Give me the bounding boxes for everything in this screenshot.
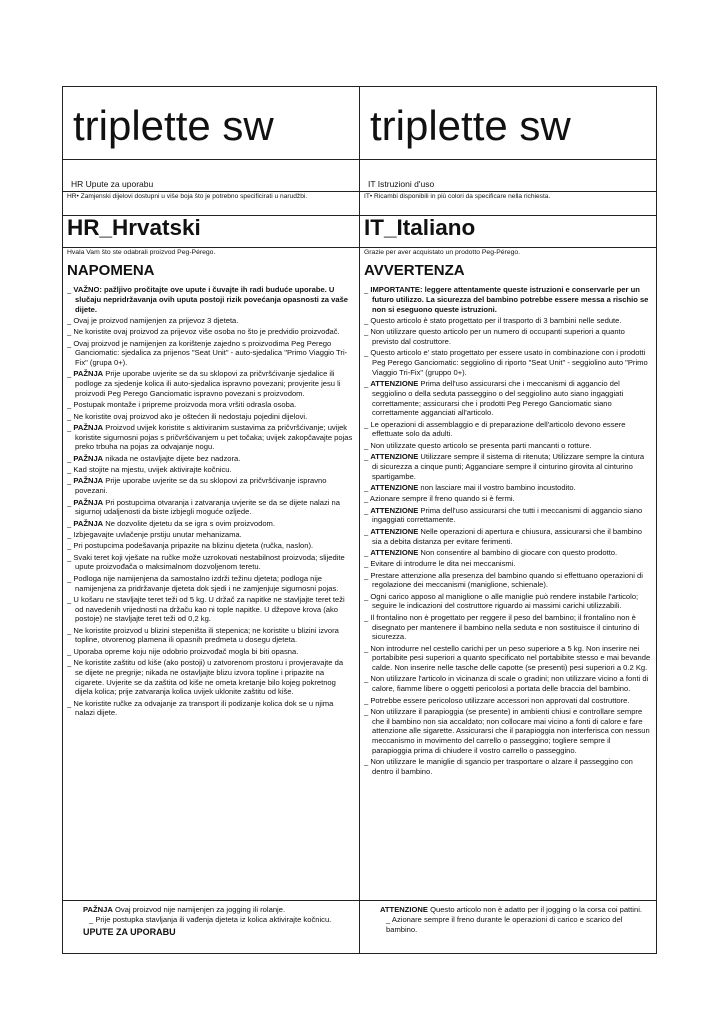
list-item	[67, 647, 353, 657]
warning-heading: NAPOMENA	[67, 262, 155, 279]
bullet-dash: _	[67, 476, 74, 486]
list-item	[364, 571, 651, 591]
bullet-dash: _	[364, 440, 371, 450]
bullet-dash: _	[364, 285, 371, 294]
item-text: Postupak montaže i pripreme proizvoda mora vršiti odrasla osoba.	[73, 400, 297, 410]
list-item	[67, 285, 353, 314]
bullet-dash: _	[67, 338, 74, 348]
bullet-dash: _	[67, 285, 74, 294]
list-item	[67, 369, 353, 398]
thanks-text: Grazie per aver acquistato un prodotto Peg-Pérego.	[360, 247, 657, 258]
bullet-dash: _	[67, 453, 74, 463]
item-text: Izbjegavajte uvlačenje prstiju unutar mehanizama.	[73, 529, 242, 539]
item-text: Prestare attenzione alla presenza del bambino quando si effettuano operazioni di regolazione dei meccanismi (maniglione, schienale).	[370, 570, 643, 590]
list-item	[67, 541, 353, 551]
list-item	[364, 707, 651, 756]
bullet-dash: _	[364, 591, 371, 601]
language-heading: IT_Italiano	[364, 215, 476, 240]
list-item	[67, 553, 353, 573]
bullet-dash: _	[67, 465, 74, 475]
warning-list	[67, 285, 353, 895]
spare-parts-cell-left	[63, 191, 359, 216]
bullet-dash: _	[67, 625, 74, 635]
list-item	[364, 548, 651, 558]
item-text: Svaki teret koji vješate na ručke može uzrokovati nestabilnost proizvoda; slijedite upute proizvođača o maksimalnom dozvoljenom teretu.	[73, 552, 345, 572]
item-text: non lasciare mai il vostro bambino incustodito.	[420, 483, 576, 492]
item-text: Non utilizzare questo articolo per un numero di occupanti superiori a quanto previsto dal costruttore.	[370, 327, 625, 346]
list-item	[67, 519, 353, 529]
item-lead: ATTENZIONE	[370, 526, 419, 536]
bullet-dash: _	[67, 497, 74, 507]
item-lead: PAŽNJA	[73, 476, 104, 486]
item-text: Questo articolo e' stato progettato per essere usato in combinazione con i prodotti Peg Perego Ganciomatic: seggiolino di riporto "Seat Unit" - seggiolino auto "Primo Viaggio Tri-Fix" (gruppo 0+).	[370, 348, 648, 377]
bullet-dash: _	[67, 646, 74, 656]
bullet-dash: _	[364, 315, 371, 325]
column-croatian	[63, 87, 360, 953]
product-title: triplette sw	[370, 102, 571, 149]
item-text: Proizvod uvijek koristite s aktiviranim sustavima za pričvršćivanje; uvijek koristite sigurnosni pojas s pričvršćivanjem u pet točaka; uvijek zakopčavajte pojas preko trbuha na pojas za odvajanje nogu.	[75, 422, 353, 452]
warning-list	[364, 285, 651, 895]
item-text: Prije uporabe uvjerite se da su sklopovi za pričvršćivanje sjedalice ili podloge za sjedenje kolica ili auto-sjedalica ispravno povezani; provjerite jesu li proizvodi Peg Perego Ganciomatic ispravno povezani s proizvodom.	[75, 369, 341, 398]
item-text: Non utilizzare il parapioggia (se presente) in ambienti chiusi e controllare sempre che il bambino non sia accaldato; non collocare mai vicino a fonti di calore e fare attenzione alle sigarette. Assicurarsi che il parapioggia non interferisca con nessun meccanismo in movimento del carrello o passeggino; togliere sempre il parapioggia prima di chiudere il vostro carrello o passeggino.	[370, 706, 650, 755]
item-lead: ATTENZIONE	[380, 905, 428, 914]
bullet-dash: _	[364, 674, 371, 684]
bullet-dash: _	[364, 348, 371, 358]
list-item	[364, 483, 651, 493]
list-item	[364, 316, 651, 326]
item-text: Il frontalino non è progettato per reggere il peso del bambino; il frontalino non è disegnato per mantenere il bambino nella seduta e non sostituisce il cinturino di sicurezza.	[370, 612, 640, 642]
item-lead: ATTENZIONE	[370, 505, 419, 515]
item-text: Questo articolo non è adatto per il jogging o la corsa coi pattini.	[430, 905, 642, 914]
spare-parts-note: IT• Ricambi disponibili in più colori da specificare nella richiesta.	[364, 193, 551, 200]
list-item	[67, 476, 353, 496]
bullet-dash: _	[67, 698, 74, 708]
list-item	[83, 905, 353, 915]
bullet-dash: _	[364, 327, 371, 337]
bullet-dash: _	[67, 658, 74, 668]
list-item	[67, 327, 353, 337]
item-text: Ne koristite ovaj proizvod ako je oštećen ili nedostaju pojedini dijelovi.	[73, 411, 308, 421]
item-text: Ovaj proizvod je namijenjen za korištenje zajedno s proizvodima Peg Perego Ganciomatic: sjedalica za prijenos "Seat Unit" - auto-sjedalica "Primo Viaggio Tri-Fix" (grupa 0+).	[73, 338, 348, 368]
bullet-dash: _	[364, 547, 371, 557]
item-text: Uporaba opreme koju nije odobrio proizvođač mogla bi biti opasna.	[73, 646, 299, 656]
item-text: Prima dell'uso assicurarsi che tutti i meccanismi di aggancio siano ingaggiati correttamente.	[372, 505, 643, 525]
bullet-dash: _	[364, 706, 371, 716]
list-item: _ Azionare sempre il freno durante le operazioni di carico e scarico del bambino.	[386, 915, 623, 934]
bullet-dash: _	[364, 612, 371, 622]
item-text: Questo articolo è stato progettato per il trasporto di 3 bambini nelle sedute.	[370, 315, 622, 325]
bullet-dash: _	[67, 518, 74, 528]
item-text: Potrebbe essere pericoloso utilizzare accessori non approvati dal costruttore.	[370, 695, 630, 705]
item-text: Nelle operazioni di apertura e chiusura, assicurarsi che il bambino sia a debita distanza per evitare ferimenti.	[372, 526, 643, 546]
item-text: Ne dozvolite djetetu da se igra s ovim proizvodom.	[105, 518, 275, 528]
bullet-dash: _	[67, 400, 74, 410]
list-item: _ Prije postupka stavljanja ili vađenja djeteta iz kolica aktivirajte kočnicu.	[89, 915, 332, 924]
bullet-dash: _	[67, 327, 74, 337]
column-italian	[360, 87, 657, 953]
list-item	[364, 757, 651, 777]
bottom-cell-right	[360, 900, 657, 956]
list-item	[67, 658, 353, 697]
manual-label: HR Upute za uporabu	[71, 179, 154, 189]
list-item	[364, 327, 651, 347]
bullet-dash: _	[67, 594, 74, 604]
list-item	[67, 400, 353, 410]
item-text: Ne koristite ručke za odvajanje za transport ili podizanje kolica dok se u njima nalazi dijete.	[73, 698, 334, 718]
item-text: Ovaj proizvod nije namijenjen za jogging ili rolanje.	[114, 905, 286, 914]
list-item	[67, 595, 353, 624]
item-text: Ne koristite zaštitu od kiše (ako postoji) u zatvorenom prostoru i provjeravajte da se dijete ne pregrije; nikada ne ostavljajte blizu izvora topline i pripazite na cigarete. Uvjerite se da zaštita od kiše ne ometa kretanje bilo kojeg pokretnog dijela kolica; prije zatvaranja kolica uvijek uklonite zaštitu od kiše.	[73, 658, 344, 697]
list-item	[67, 454, 353, 464]
bullet-dash: _	[67, 552, 74, 562]
item-text: Le operazioni di assemblaggio e di preparazione dell'articolo devono essere effettuate solo da adulti.	[370, 419, 626, 439]
list-item	[67, 530, 353, 540]
product-title: triplette sw	[73, 102, 274, 149]
thanks-text: Hvala Vam što ste odabrali proizvod Peg-Pérego.	[63, 247, 359, 258]
list-item	[364, 696, 651, 706]
item-text: Ne koristite proizvod u blizini stepeništa ili stepenica; ne koristite u blizini izvora topline, otvorenog plamena ili opasnih predmeta u dosegu djeteta.	[73, 625, 339, 645]
item-text: Non introdurre nel cestello carichi per un peso superiore a 5 kg. Non inserire nei portabibite pesi superiori a quanto specificato nel portabibite stesso e mai bevande calde. Non inserire nelle tasche delle capotte (se presenti) pesi superiori a 0.2 Kg.	[370, 643, 651, 673]
bullet-dash: _	[364, 570, 371, 580]
spare-parts-note: HR• Zamjenski dijelovi dostupni u više boja što je potrebno specificirati u narudžbi.	[67, 193, 308, 200]
title-cell-left	[63, 87, 359, 160]
instruction-sheet	[62, 86, 657, 954]
bullet-dash: _	[67, 411, 74, 421]
spare-parts-cell-right	[360, 191, 657, 216]
item-text: Prima dell'uso assicurarsi che i meccanismi di aggancio del seggiolino o della seduta passeggino o del seggiolino auto siano ingaggiati correttamente; assicurarsi che i prodotti Peg Perego Ganciomatic siano correttamente agganciati all'articolo.	[372, 379, 624, 418]
item-lead: ATTENZIONE	[370, 483, 419, 492]
list-item	[67, 316, 353, 326]
item-text: nikada ne ostavljajte dijete bez nadzora.	[105, 453, 241, 463]
bullet-dash: _	[67, 315, 74, 325]
item-lead: IMPORTANTE: leggere attentamente queste istruzioni e conservarle per un futuro utilizzo. La sicurezza del bambino potrebbe essere messa a rischio se non si eseguono queste istruzioni.	[370, 285, 649, 314]
item-text: Non utilizzate questo articolo se presenta parti mancanti o rotture.	[370, 440, 592, 450]
item-lead: PAŽNJA	[73, 453, 104, 463]
manual-cell-left	[63, 159, 359, 192]
item-text: Prije uporabe uvjerite se da su sklopovi za pričvršćivanje ispravno povezani.	[75, 476, 327, 496]
item-text: Non consentire al bambino di giocare con questo prodotto.	[420, 547, 618, 557]
list-item	[67, 699, 353, 719]
item-text: Ogni carico apposo al maniglione o alle maniglie può rendere instabile l'articolo; seguire le indicazioni del costruttore riguardo ai massimi carichi utilizzabili.	[370, 591, 639, 611]
list-item	[364, 285, 651, 314]
list-item	[364, 559, 651, 569]
item-text: Kad stojite na mjestu, uvijek aktivirajte kočnicu.	[73, 465, 232, 475]
list-item	[380, 905, 651, 915]
bullet-dash: _	[364, 452, 371, 462]
item-text: Non utilizzare le maniglie di sgancio per trasportare o alzare il passeggino con dentro il bambino.	[370, 757, 633, 776]
list-item	[364, 613, 651, 642]
list-item	[364, 441, 651, 451]
item-lead: VAŽNO: pažljivo pročitajte ove upute i čuvajte ih radi buduće uporabe. U slučaju nepridržavanja ovih uputa postoji rizik povećanja opasnosti za vaše dijete.	[73, 285, 349, 314]
title-cell-right	[360, 87, 657, 160]
item-lead: PAŽNJA	[73, 369, 104, 379]
item-text: Utilizzare sempre il sistema di ritenuta; Utilizzare sempre la cintura di sicurezza a cinque punti; Agganciare sempre il cinturino girovita al cinturino spartigambe.	[372, 452, 645, 481]
bottom-cell-left	[63, 900, 359, 956]
list-item	[364, 527, 651, 547]
item-text: Pri postupcima podešavanja pripazite na blizinu djeteta (ručka, naslon).	[73, 541, 314, 551]
list-item	[364, 644, 651, 673]
list-item	[67, 498, 353, 518]
list-item	[364, 494, 651, 504]
bullet-dash: _	[364, 695, 371, 705]
item-lead: ATTENZIONE	[370, 452, 419, 462]
warning-heading: AVVERTENZA	[364, 262, 465, 279]
bullet-dash: _	[364, 643, 371, 653]
section-heading: UPUTE ZA UPORABU	[83, 927, 176, 937]
list-item	[67, 423, 353, 452]
bullet-dash: _	[67, 573, 74, 583]
bullet-dash: _	[67, 529, 74, 539]
item-text: Azionare sempre il freno quando si è fermi.	[369, 494, 515, 504]
bullet-dash: _	[364, 419, 371, 429]
item-text: Ovaj je proizvod namijenjen za prijevoz 3 djeteta.	[73, 315, 239, 325]
list-item	[364, 452, 651, 481]
list-item	[364, 506, 651, 526]
language-heading: HR_Hrvatski	[67, 215, 201, 240]
item-lead: ATTENZIONE	[370, 379, 419, 389]
list-item	[67, 339, 353, 368]
item-lead: PAŽNJA	[73, 518, 104, 528]
manual-label: IT Istruzioni d'uso	[368, 179, 435, 189]
list-item	[364, 420, 651, 440]
bullet-dash: _	[364, 505, 371, 515]
item-text: Ne koristite ovaj proizvod za prijevoz više osoba no što je predvidio proizvođač.	[73, 327, 340, 337]
list-item	[67, 465, 353, 475]
bullet-dash: _	[364, 379, 371, 389]
item-text: Non utilizzare l'articolo in vicinanza di scale o gradini; non utilizzare vicino a fonti di calore, fiamme libere o oggetti pericolosi a portata delle braccia del bambino.	[370, 674, 649, 694]
bullet-dash: _	[67, 369, 74, 379]
list-item	[364, 592, 651, 612]
bullet-dash: _	[67, 541, 74, 551]
manual-cell-right	[360, 159, 657, 192]
item-text: U košaru ne stavljajte teret teži od 5 kg. U držač za napitke ne stavljajte teret teži od navedenih vrijednosti na držaču kao ni tople napitke. U džepove krova (ako postoje) ne stavljajte teret teži od 0,2 kg.	[73, 594, 345, 624]
item-text: Evitare di introdurre le dita nei meccanismi.	[370, 559, 516, 569]
bullet-dash: _	[364, 526, 371, 536]
list-item	[67, 412, 353, 422]
item-lead: PAŽNJA	[83, 905, 113, 914]
bullet-dash: _	[364, 483, 371, 492]
list-item	[364, 348, 651, 377]
bullet-dash: _	[67, 422, 74, 432]
bullet-dash: _	[364, 559, 371, 569]
item-lead: PAŽNJA	[73, 497, 104, 507]
item-text: Podloga nije namijenjena da samostalno izdrži težinu djeteta; podloga nije namijenjena za pridržavanje djeteta dok sjedi i ne zamjenjuje sigurnosni pojas.	[73, 573, 339, 593]
list-item	[364, 674, 651, 694]
item-lead: PAŽNJA	[73, 422, 104, 432]
item-lead: ATTENZIONE	[370, 547, 419, 557]
item-text: Pri postupcima otvaranja i zatvaranja uvjerite se da se dijete nalazi na sigurnoj udaljenosti da biste izbjegli moguće ozljede.	[75, 497, 340, 517]
list-item	[67, 574, 353, 594]
list-item	[67, 626, 353, 646]
bullet-dash: _	[364, 494, 370, 504]
list-item	[364, 379, 651, 418]
bullet-dash: _	[364, 757, 371, 767]
